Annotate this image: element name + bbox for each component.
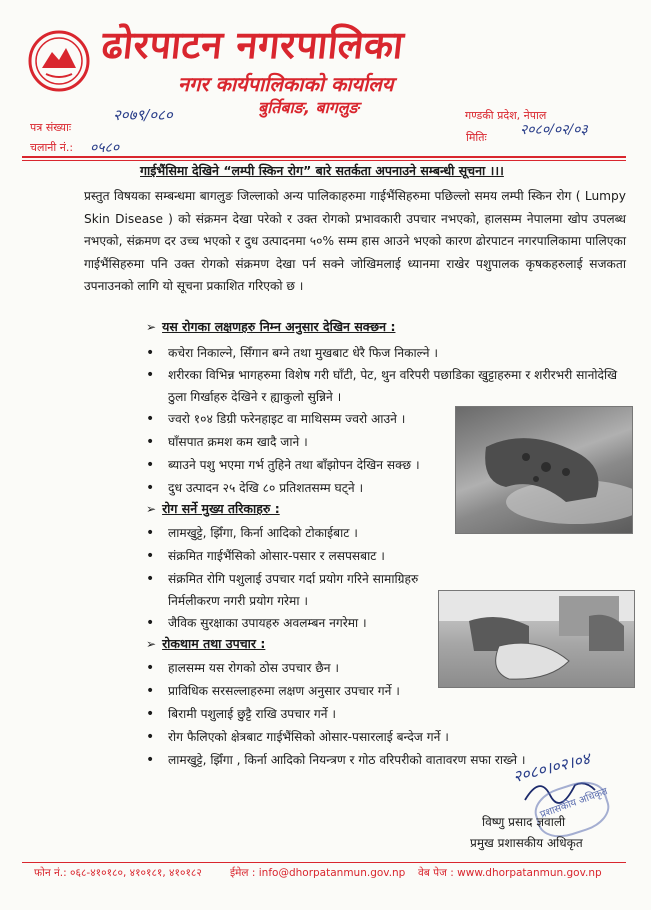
list-item [146, 703, 598, 725]
municipality-name: ढोरपाटन नगरपालिका [99, 23, 407, 67]
cattle-photo-shed [438, 590, 635, 688]
bullet-icon: • [146, 480, 155, 496]
cattle-photo-lumpy-skin [455, 406, 633, 534]
list-item-text: हालसम्म यस रोगको ठोस उपचार छैन । [168, 661, 340, 675]
date-label: मितिः [466, 131, 487, 144]
list-item-text: संक्रमित गाईभैंसिको ओसार-पसार र लसपसबाट । [168, 549, 385, 563]
municipality-emblem-icon [28, 30, 90, 92]
list-item-text: संक्रमित रोगि पशुलाई उपचार गर्दा प्रयोग गरिने सामाग्रिहरु निर्मलीकरण नगरी प्रयोग गरेमा । [168, 572, 419, 608]
list-item [146, 364, 628, 408]
list-item-text: दुध उत्पादन २५ देखि ८० प्रतिशतसम्म घट्ने । [168, 481, 364, 495]
footer-divider [22, 862, 626, 863]
bullet-icon: • [146, 548, 155, 564]
bullet-icon: • [146, 706, 155, 722]
officer-name: विष्णु प्रसाद ज्ञवाली [482, 815, 566, 829]
bullet-icon: • [146, 571, 155, 587]
bullet-icon: • [146, 525, 155, 541]
section-heading-text: रोकथाम तथा उपचार : [162, 636, 266, 651]
bullet-icon: • [146, 411, 155, 427]
dispatch-number-label: चलानी नं.: [30, 141, 74, 154]
cattle-shed-illustration-icon [439, 591, 634, 687]
footer-website: वेब पेज : www.dhorpatanmun.gov.np [418, 867, 602, 879]
section-heading-symptoms [146, 318, 395, 335]
list-item-text: शरीरका विभिन्न भागहरुमा विशेष गरी घाँटी, पेट, थुन वरिपरी पछाडिका खुट्टाहरुमा र शरीरभरी सानोदेखि ठुला गिर्खाहरु देखिने र ह्याकुलो सुन्निने । [168, 368, 618, 404]
list-item-text: जैविक सुरक्षाका उपायहरु अवलम्बन नगरेमा । [168, 616, 367, 630]
list-item-text: ज्वरो १०४ डिग्री फरेनहाइट वा माथिसम्म ज्वरो आउने । [168, 412, 406, 426]
cow-illustration-icon [456, 407, 632, 533]
bullet-icon: • [146, 729, 155, 745]
list-item [146, 342, 588, 364]
section-heading-prevention [146, 635, 265, 652]
list-item-text: कचेरा निकाल्ने, सिँगान बग्ने तथा मुखबाट धेरै फिज निकाल्ने । [168, 346, 438, 360]
header-divider-thin [22, 160, 626, 161]
letter-number-label: पत्र संख्याः [30, 121, 72, 134]
bullet-icon: • [146, 434, 155, 450]
header-divider [22, 156, 626, 158]
bullet-icon: • [146, 615, 155, 631]
signature-date: २०८०।०२।०४ [510, 748, 592, 787]
footer-email: ईमेल : info@dhorpatanmun.gov.np [230, 867, 406, 879]
section-heading-text: रोग सर्ने मुख्य तरिकाहरु : [162, 501, 280, 516]
section-heading-transmission [146, 500, 280, 517]
list-item-text: बिरामी पशुलाई छुट्टै राखि उपचार गर्ने । [168, 707, 337, 721]
arrow-icon: ➢ [146, 320, 157, 334]
list-item-text: रोग फैलिएको क्षेत्रबाट गाईभैंसिको ओसार-पसारलाई बन्देज गर्ने । [168, 730, 449, 744]
bullet-icon: • [146, 660, 155, 676]
list-item-text: लामखुट्टे, झिँगा, किर्ना आदिको टोकाईबाट । [168, 526, 358, 540]
date-value: २०८०/०२/०३ [520, 122, 588, 138]
list-item [146, 431, 448, 453]
list-item [146, 522, 448, 544]
list-item [146, 612, 433, 634]
province-label: गण्डकी प्रदेश, नेपाल [465, 109, 547, 122]
intro-paragraph: प्रस्तुत विषयका सम्बन्धमा बागलुङ जिल्लाको अन्य पालिकाहरुमा गाईभैंसिहरुमा पछिल्लो समय लम्पी स्किन रोग ( Lumpy Skin Disease ) को संक्रमन देखा परेको र उक्त रोगको प्रभावकारी उपचार नभएको, हालसम्म नेपालमा खोप उपलब्ध नभएको, संक्रमण दर उच्च भएको र दुध उत्पादनमा ५०% सम्म हास आउने भएको कारण ढोरपाटन नगरपालिकामा पालिएका गाईभैंसिहरुमा पनि उक्त रोगको संक्रमण देखा पर्न सक्ने जोखिमलाई ध्यानमा राखेर पशुपालक कृषकहरुलाई सजकता उपनाउनको लागि यो सूचना प्रकाशित गरिएको छ । [84, 189, 626, 294]
letter-number-value: २०७९/०८० [113, 106, 173, 124]
list-item [146, 454, 453, 476]
list-item [146, 568, 433, 612]
list-item [146, 477, 448, 499]
list-item [146, 657, 438, 679]
list-item-text: ब्याउने पशु भएमा गर्भ तुहिने तथा बाँझोपन देखिन सक्छ । [168, 458, 420, 472]
list-item [146, 545, 448, 567]
footer-phone: फोन नं.: ०६८-४१०१८०, ४१०१८१, ४१०१८२ [34, 867, 202, 879]
list-item-text: प्राविधिक सरसल्लाहरुमा लक्षण अनुसार उपचार गर्ने । [168, 684, 400, 698]
bullet-icon: • [146, 457, 155, 473]
office-address: बुर्तिबाङ, बागलुङ [258, 98, 359, 117]
stamp-text: प्रशासकीय अधिकृत [538, 786, 610, 821]
bullet-icon: • [146, 367, 155, 383]
list-item-text: लामखुट्टे, झिँगा , किर्ना आदिको नियन्त्रण र गोठ वरिपरीको वातावरण सफा राख्ने । [168, 753, 526, 767]
bullet-icon: • [146, 683, 155, 699]
arrow-icon: ➢ [146, 637, 157, 651]
bullet-icon: • [146, 752, 155, 768]
arrow-icon: ➢ [146, 502, 157, 516]
bullet-icon: • [146, 345, 155, 361]
section-heading-text: यस रोगका लक्षणहरु निम्न अनुसार देखिन सक्छन : [162, 319, 396, 334]
notice-subject: गाईभैंसिमा देखिने “लम्पी स्किन रोग” बारे सतर्कता अपनाउने सम्बन्धी सूचना ।।। [140, 163, 504, 178]
list-item-text: घाँसपात क्रमश कम खादै जाने । [168, 435, 308, 449]
office-name: नगर कार्यपालिकाको कार्यालय [178, 72, 394, 96]
list-item [146, 408, 448, 430]
list-item [146, 726, 598, 748]
dispatch-number-value: ०५८० [90, 140, 120, 156]
officer-title: प्रमुख प्रशासकीय अधिकृत [470, 836, 583, 850]
